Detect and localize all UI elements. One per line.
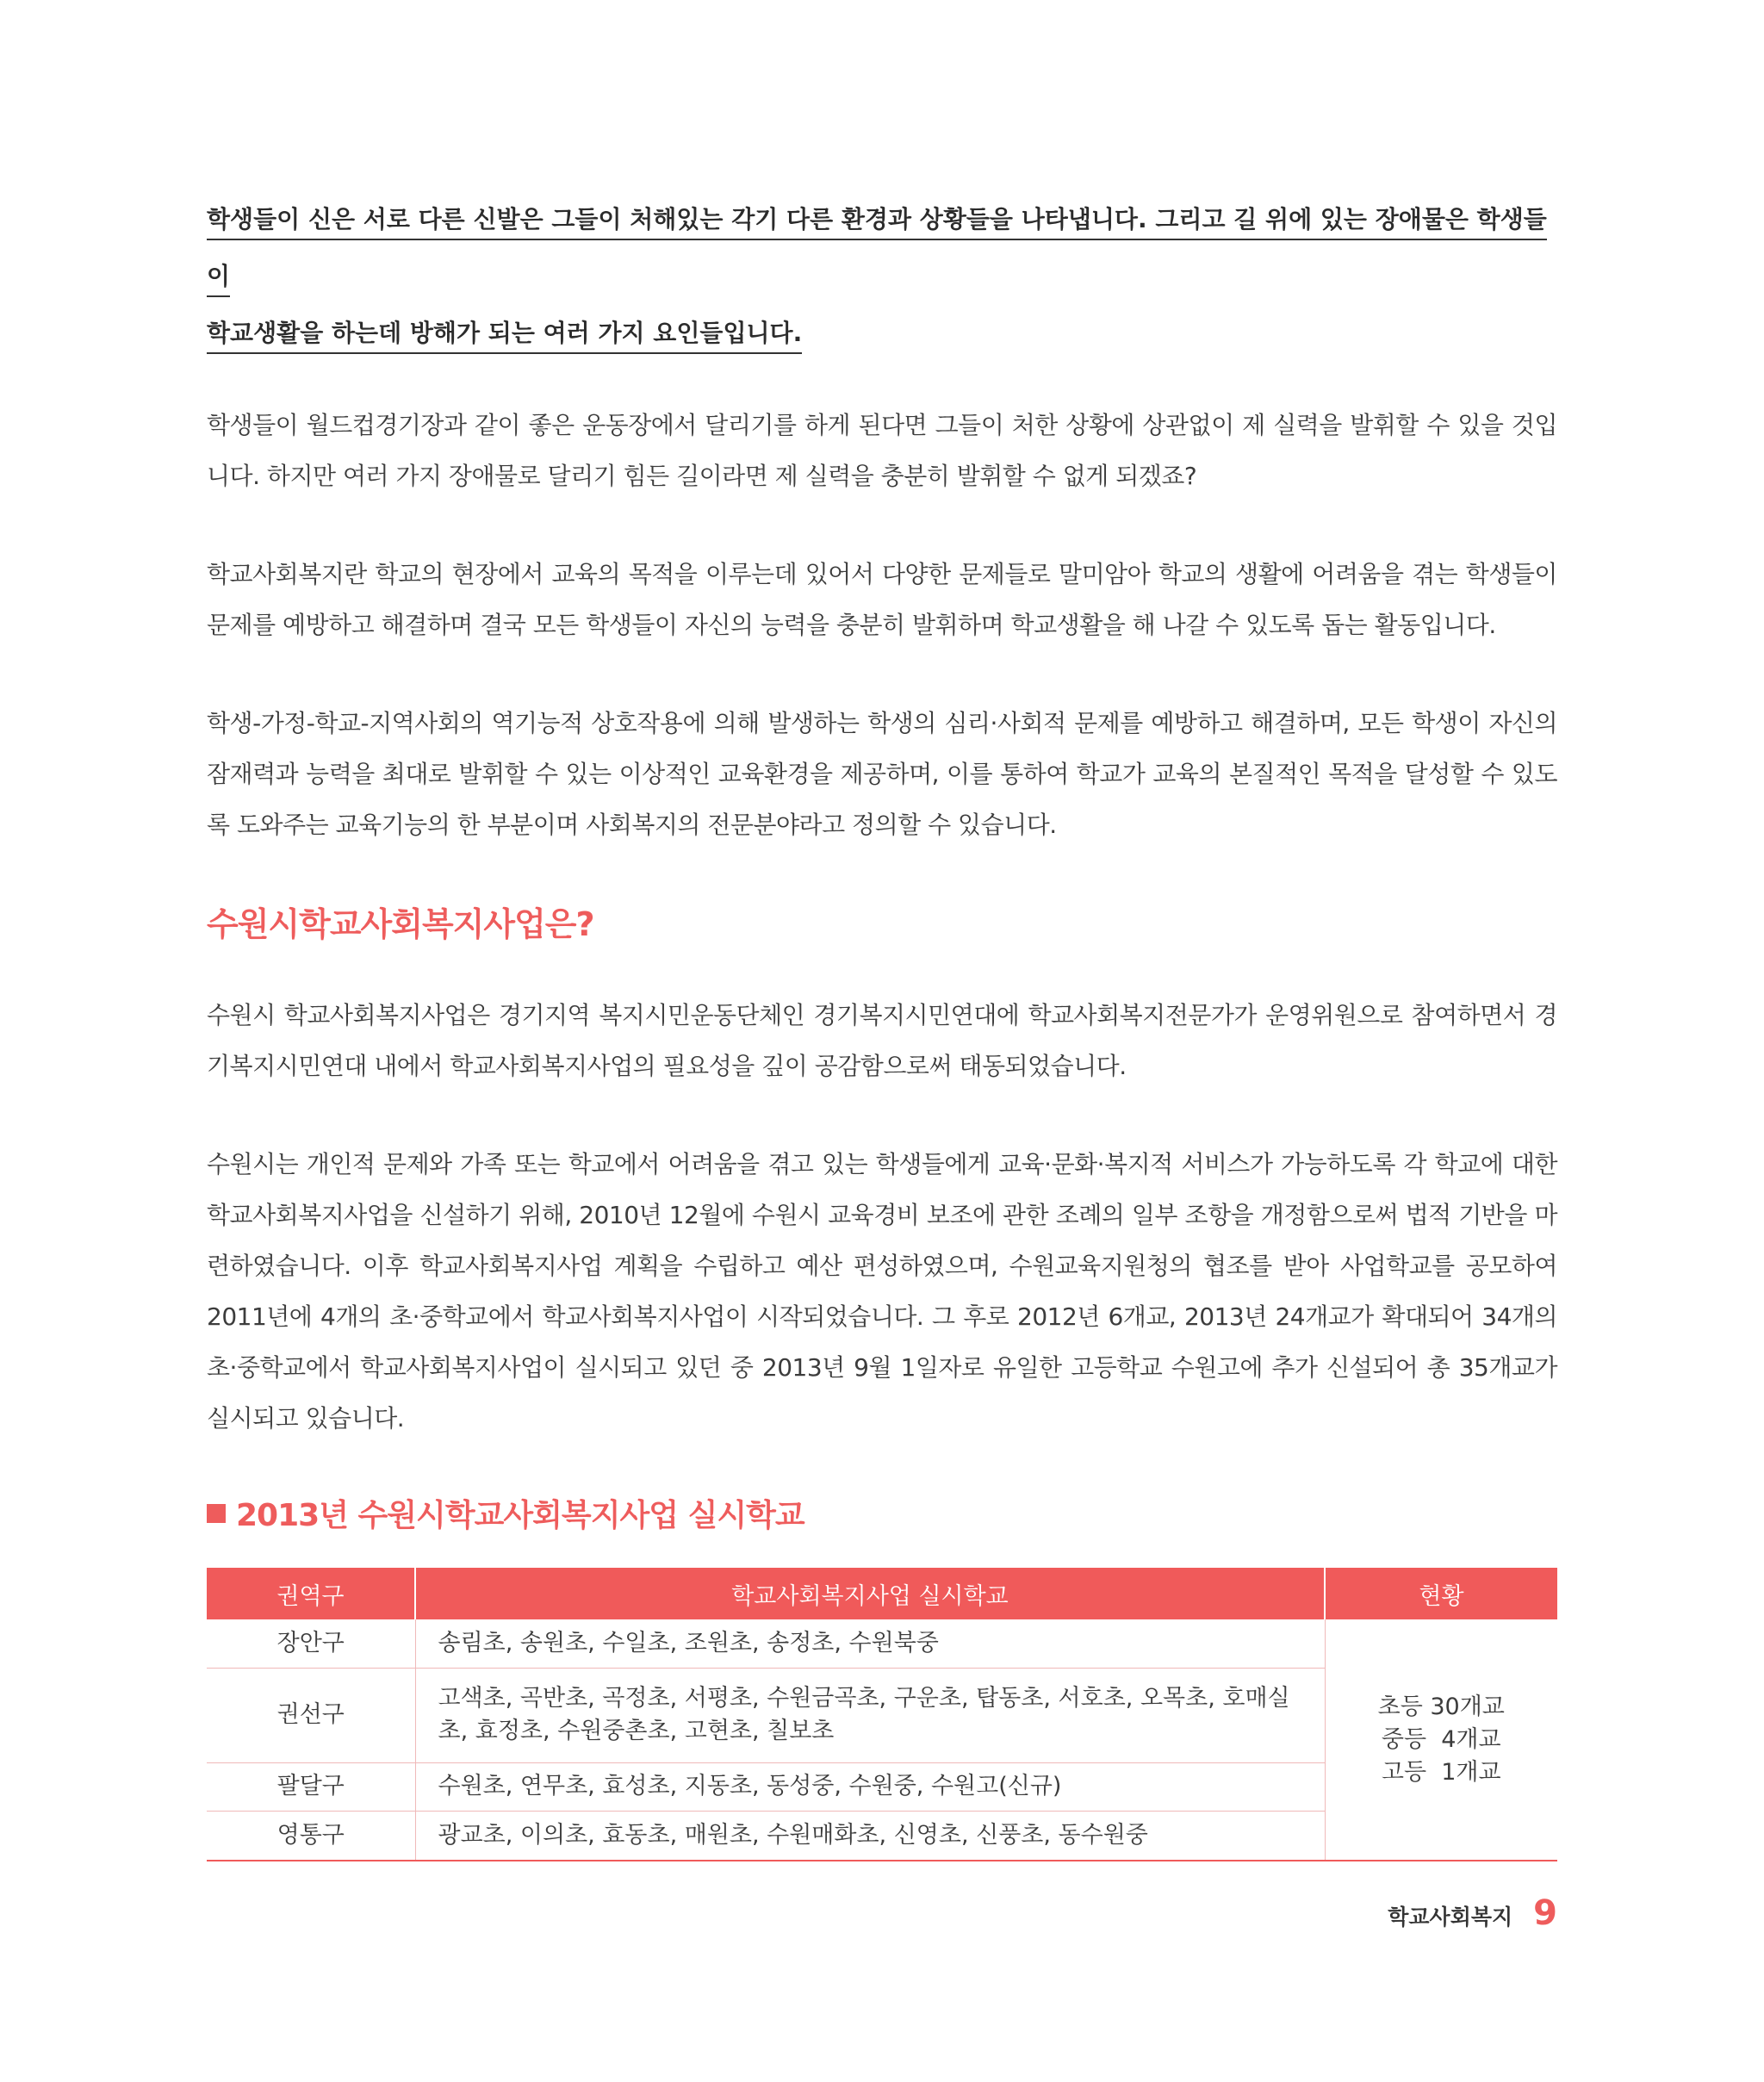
schools-table [207,1568,1557,1861]
page-number: 9 [1533,1893,1557,1933]
section-title: 수원시학교사회복지사업은? [207,905,594,943]
body-paragraph: 학생-가정-학교-지역사회의 역기능적 상호작용에 의해 발생하는 학생의 심리·사회적 문제를 예방하고 해결하며, 모든 학생이 자신의 잠재력과 능력을 최대로 발휘할 수 있는 이상적인 교육환경을 제공하며, 이를 통하여 학교가 교육의 본질적인 목적을 달성할 수 있도록 도와주는 교육기능의 한 부분이며 사회복지의 전문분야라고 정의할 수 있습니다. [207,709,1557,839]
district-cell: 팔달구 [207,1762,415,1811]
status-high: 고등 1개교 [1381,1758,1501,1786]
body-paragraph: 학교사회복지란 학교의 현장에서 교육의 목적을 이루는데 있어서 다양한 문제들로 말미암아 학교의 생활에 어려움을 겪는 학생들이 문제를 예방하고 해결하며 결국 모든 학생들이 자신의 능력을 충분히 발휘하며 학교생활을 해 나갈 수 있도록 돕는 활동입니다. [207,560,1557,639]
footer-label: 학교사회복지 [1388,1905,1513,1930]
table-title-text: 2013년 수원시학교사회복지사업 실시학교 [236,1498,804,1533]
status-elementary: 초등 30개교 [1377,1693,1505,1720]
lead-statement [207,191,1557,362]
header-status: 현황 [1325,1568,1557,1619]
district-cell: 장안구 [207,1619,415,1668]
section-paragraph: 수원시는 개인적 문제와 가족 또는 학교에서 어려움을 겪고 있는 학생들에게 교육·문화·복지적 서비스가 가능하도록 각 학교에 대한 학교사회복지사업을 신설하기 위해, 2010년 12월에 수원시 교육경비 보조에 관한 조례의 일부 조항을 개정함으로써 법적 기반을 마련하였습니다. 이후 학교사회복지사업 계획을 수립하고 예산 편성하였으며, 수원교육지원청의 협조를 받아 사업학교를 공모하여 2011년에 4개의 초·중학교에서 학교사회복지사업이 시작되었습니다. 그 후로 2012년 6개교, 2013년 24개교가 확대되어 34개의 초·중학교에서 학교사회복지사업이 실시되고 있던 중 2013년 9월 1일자로 유일한 고등학교 수원고에 추가 신설되어 총 35개교가 실시되고 있습니다. [207,1150,1557,1433]
schools-cell: 광교초, 이의초, 효동초, 매원초, 수원매화초, 신영초, 신풍초, 동수원중 [415,1811,1325,1861]
header-schools: 학교사회복지사업 실시학교 [415,1568,1325,1619]
body-paragraph: 학생들이 월드컵경기장과 같이 좋은 운동장에서 달리기를 하게 된다면 그들이 처한 상황에 상관없이 제 실력을 발휘할 수 있을 것입니다. 하지만 여러 가지 장애물로 달리기 힘든 길이라면 제 실력을 충분히 발휘할 수 없게 되겠죠? [207,411,1557,490]
lead-line-2: 학교생활을 하는데 방해가 되는 여러 가지 요인들입니다. [207,319,802,354]
schools-cell: 수원초, 연무초, 효성초, 지동초, 동성중, 수원중, 수원고(신규) [415,1762,1325,1811]
district-cell: 영통구 [207,1811,415,1861]
page-content [207,191,1557,1861]
status-middle: 중등 4개교 [1381,1725,1501,1753]
header-district: 권역구 [207,1568,415,1619]
schools-cell: 송림초, 송원초, 수일초, 조원초, 송정초, 수원북중 [415,1619,1325,1668]
status-cell [1325,1619,1557,1861]
table-header-row [207,1568,1557,1619]
district-cell: 권선구 [207,1668,415,1762]
lead-line-1: 학생들이 신은 서로 다른 신발은 그들이 처해있는 각기 다른 환경과 상황들을 나타냅니다. 그리고 길 위에 있는 장애물은 학생들이 [207,205,1547,297]
schools-cell: 고색초, 곡반초, 곡정초, 서평초, 수원금곡초, 구운초, 탑동초, 서호초, 오목초, 호매실초, 효정초, 수원중촌초, 고현초, 칠보초 [415,1668,1325,1762]
page-footer [1388,1893,1557,1933]
square-bullet-icon [207,1504,226,1523]
table-title [207,1491,1557,1535]
table-row [207,1619,1557,1668]
section-paragraph: 수원시 학교사회복지사업은 경기지역 복지시민운동단체인 경기복지시민연대에 학교사회복지전문가가 운영위원으로 참여하면서 경기복지시민연대 내에서 학교사회복지사업의 필요성을 깊이 공감함으로써 태동되었습니다. [207,1001,1557,1080]
